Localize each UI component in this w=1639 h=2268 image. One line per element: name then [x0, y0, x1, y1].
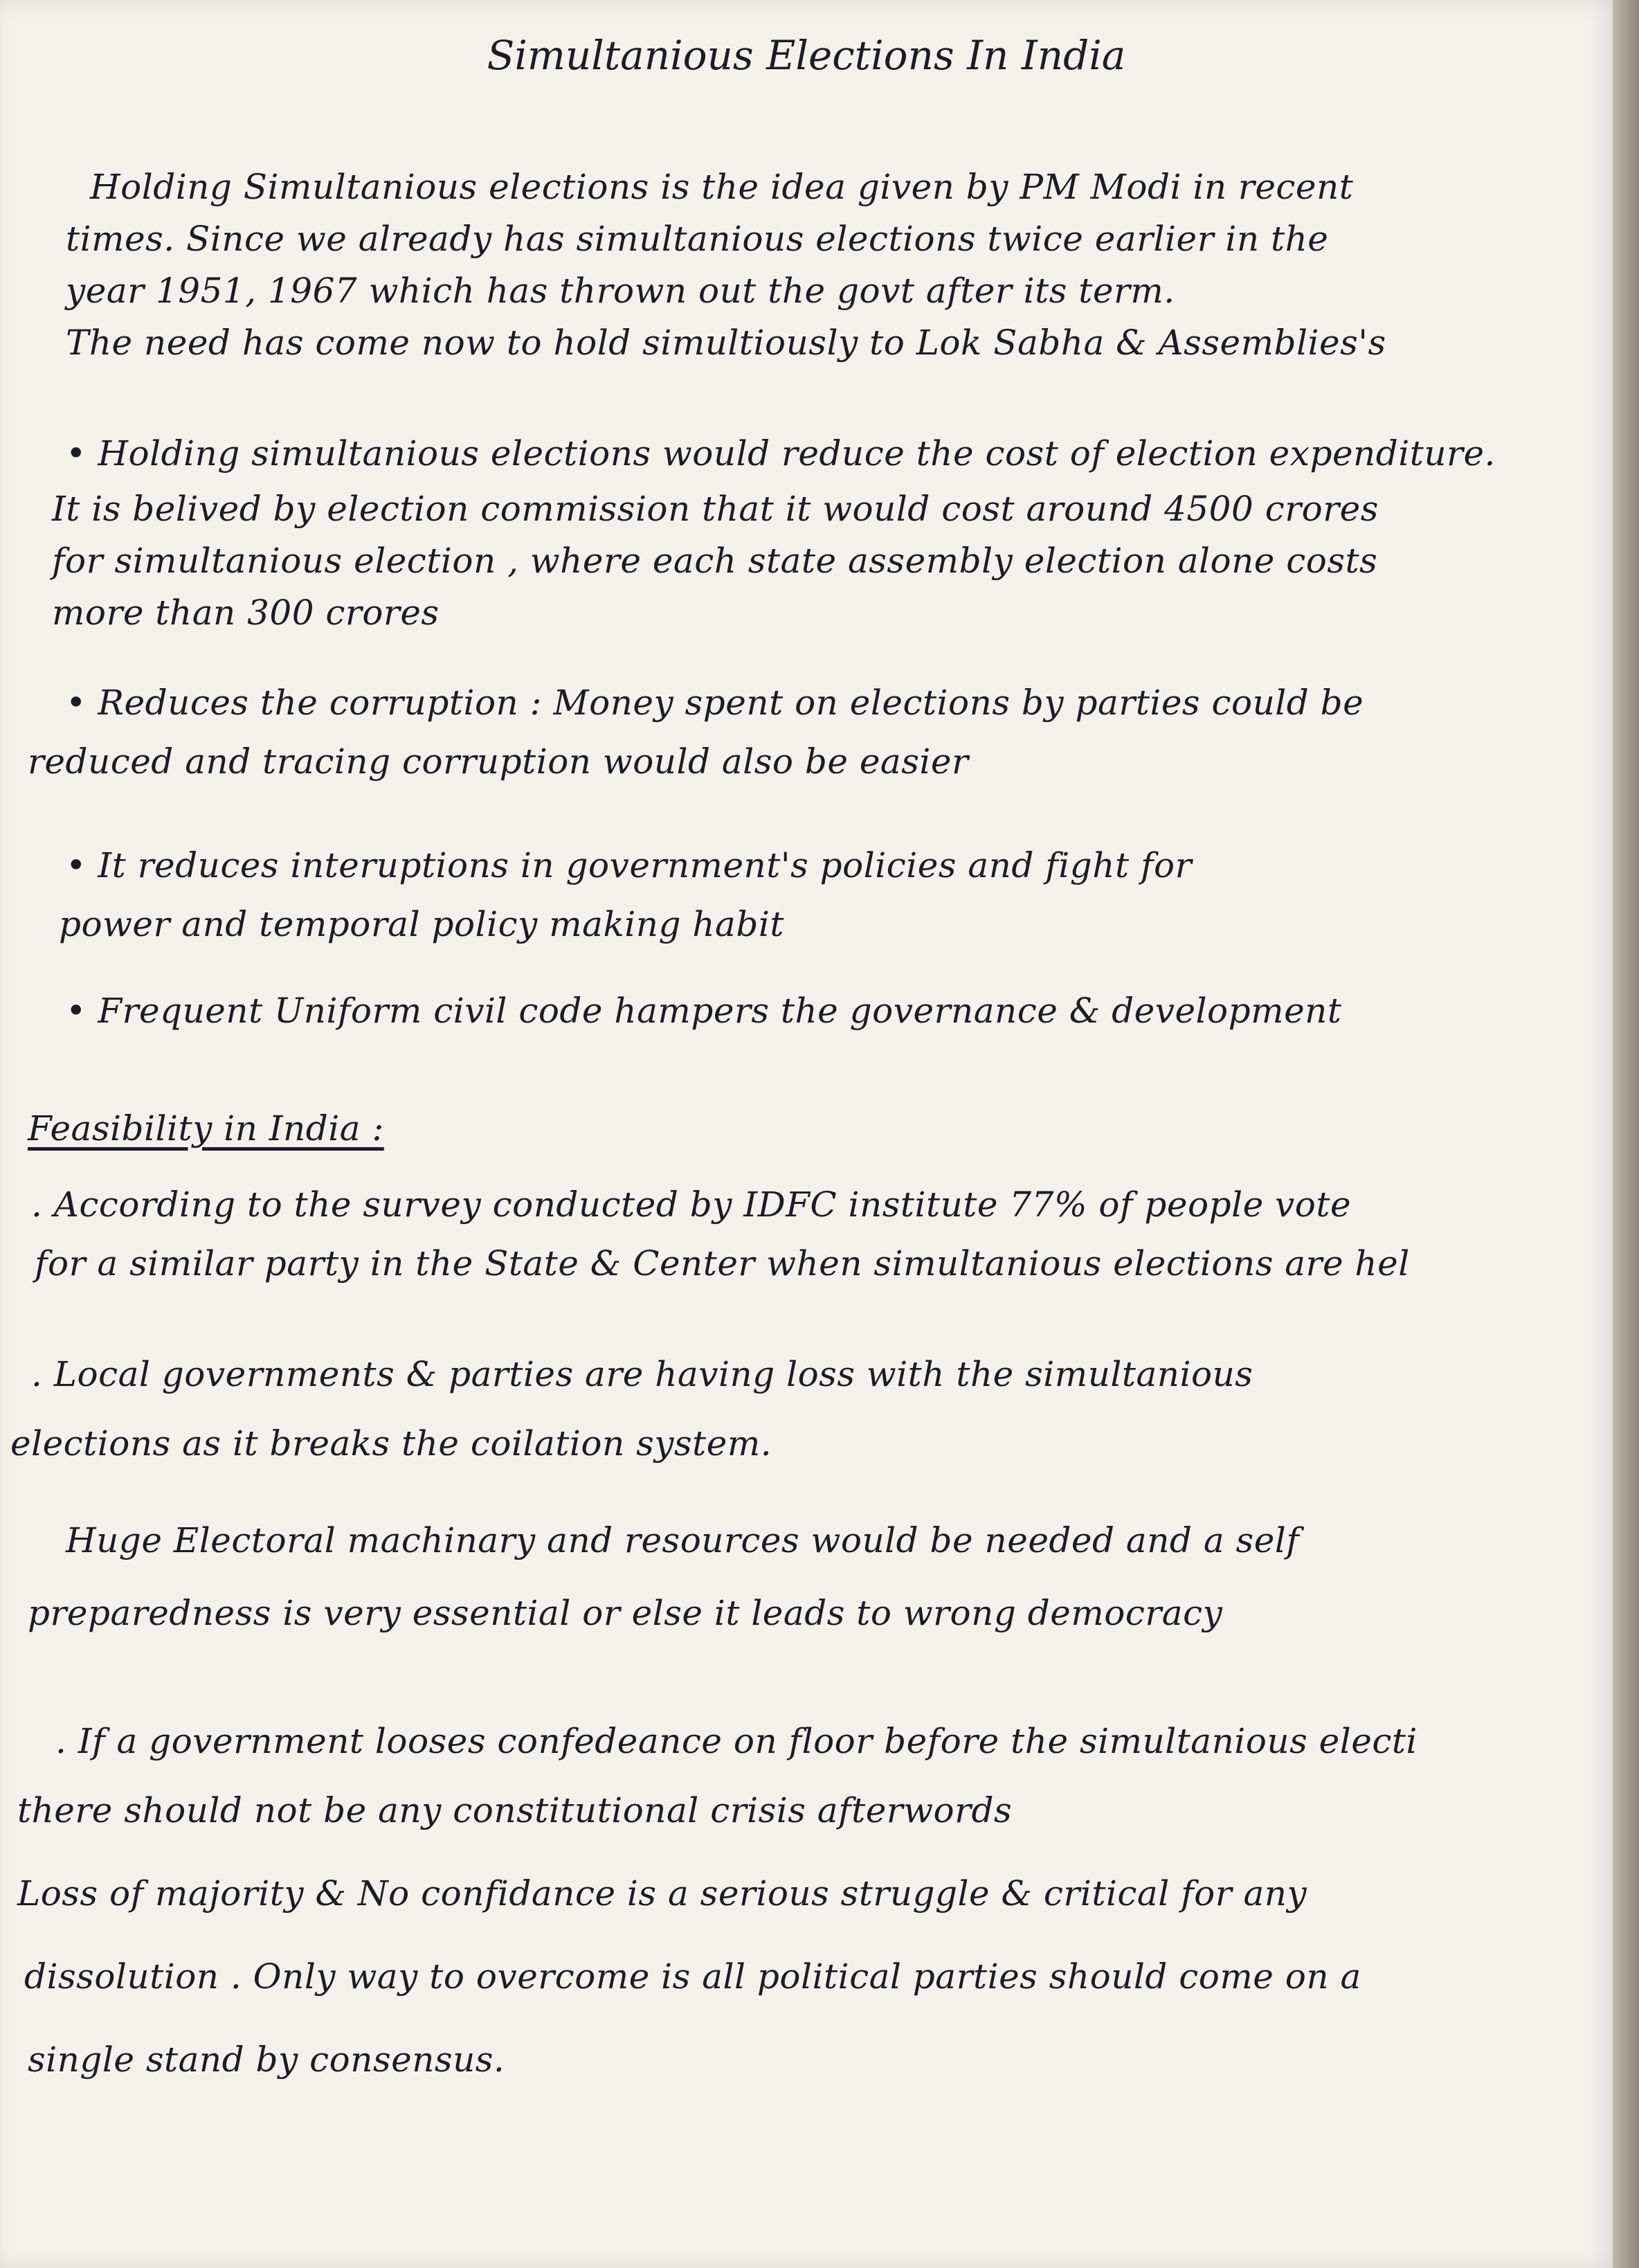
point-cost-line-3: for simultanious election , where each state assembly election alone costs: [52, 541, 1378, 581]
intro-line-2: times. Since we already has simultanious elections twice earlier in the: [66, 219, 1329, 259]
point-cost-line-4: more than 300 crores: [52, 593, 440, 633]
feasibility-line-10: dissolution . Only way to overcome is all political parties should come on a: [24, 1956, 1361, 1997]
intro-line-3: year 1951, 1967 which has thrown out the govt after its term.: [66, 271, 1175, 311]
page-edge: [1613, 0, 1639, 2268]
intro-line-4: The need has come now to hold simultiously to Lok Sabha & Assemblies's: [66, 323, 1386, 363]
feasibility-line-4: elections as it breaks the coilation system.: [10, 1423, 772, 1464]
feasibility-line-5: Huge Electoral machinary and resources would be needed and a self: [66, 1520, 1300, 1560]
feasibility-line-9: Loss of majority & No confidance is a serious struggle & critical for any: [17, 1873, 1307, 1914]
feasibility-line-1: . According to the survey conducted by IDFC institute 77% of people vote: [31, 1185, 1352, 1225]
feasibility-line-8: there should not be any constitutional crisis afterwords: [17, 1790, 1013, 1830]
point-ucc-line-1: • Frequent Uniform civil code hampers the governance & development: [66, 991, 1342, 1031]
feasibility-line-2: for a similar party in the State & Center when simultanious elections are hel: [35, 1243, 1410, 1284]
point-corruption-line-2: reduced and tracing corruption would also be easier: [28, 741, 969, 782]
feasibility-line-7: . If a government looses confedeance on floor before the simultanious electi: [55, 1721, 1418, 1761]
feasibility-line-11: single stand by consensus.: [28, 2040, 505, 2080]
point-interruptions-line-2: power and temporal policy making habit: [59, 904, 784, 944]
feasibility-line-6: preparedness is very essential or else it leads to wrong democracy: [28, 1593, 1223, 1633]
point-corruption-line-1: • Reduces the corruption : Money spent on elections by parties could be: [66, 683, 1364, 723]
intro-line-1: Holding Simultanious elections is the idea given by PM Modi in recent: [90, 167, 1354, 207]
point-interruptions-line-1: • It reduces interuptions in government's policies and fight for: [66, 845, 1192, 885]
feasibility-heading: Feasibility in India :: [28, 1108, 384, 1149]
point-cost-line-1: • Holding simultanious elections would reduce the cost of election expenditure.: [66, 433, 1496, 474]
point-cost-line-2: It is belived by election commission that it would cost around 4500 crores: [52, 489, 1379, 529]
feasibility-line-3: . Local governments & parties are having loss with the simultanious: [31, 1354, 1253, 1394]
page-title: Simultanious Elections In India: [487, 32, 1126, 79]
